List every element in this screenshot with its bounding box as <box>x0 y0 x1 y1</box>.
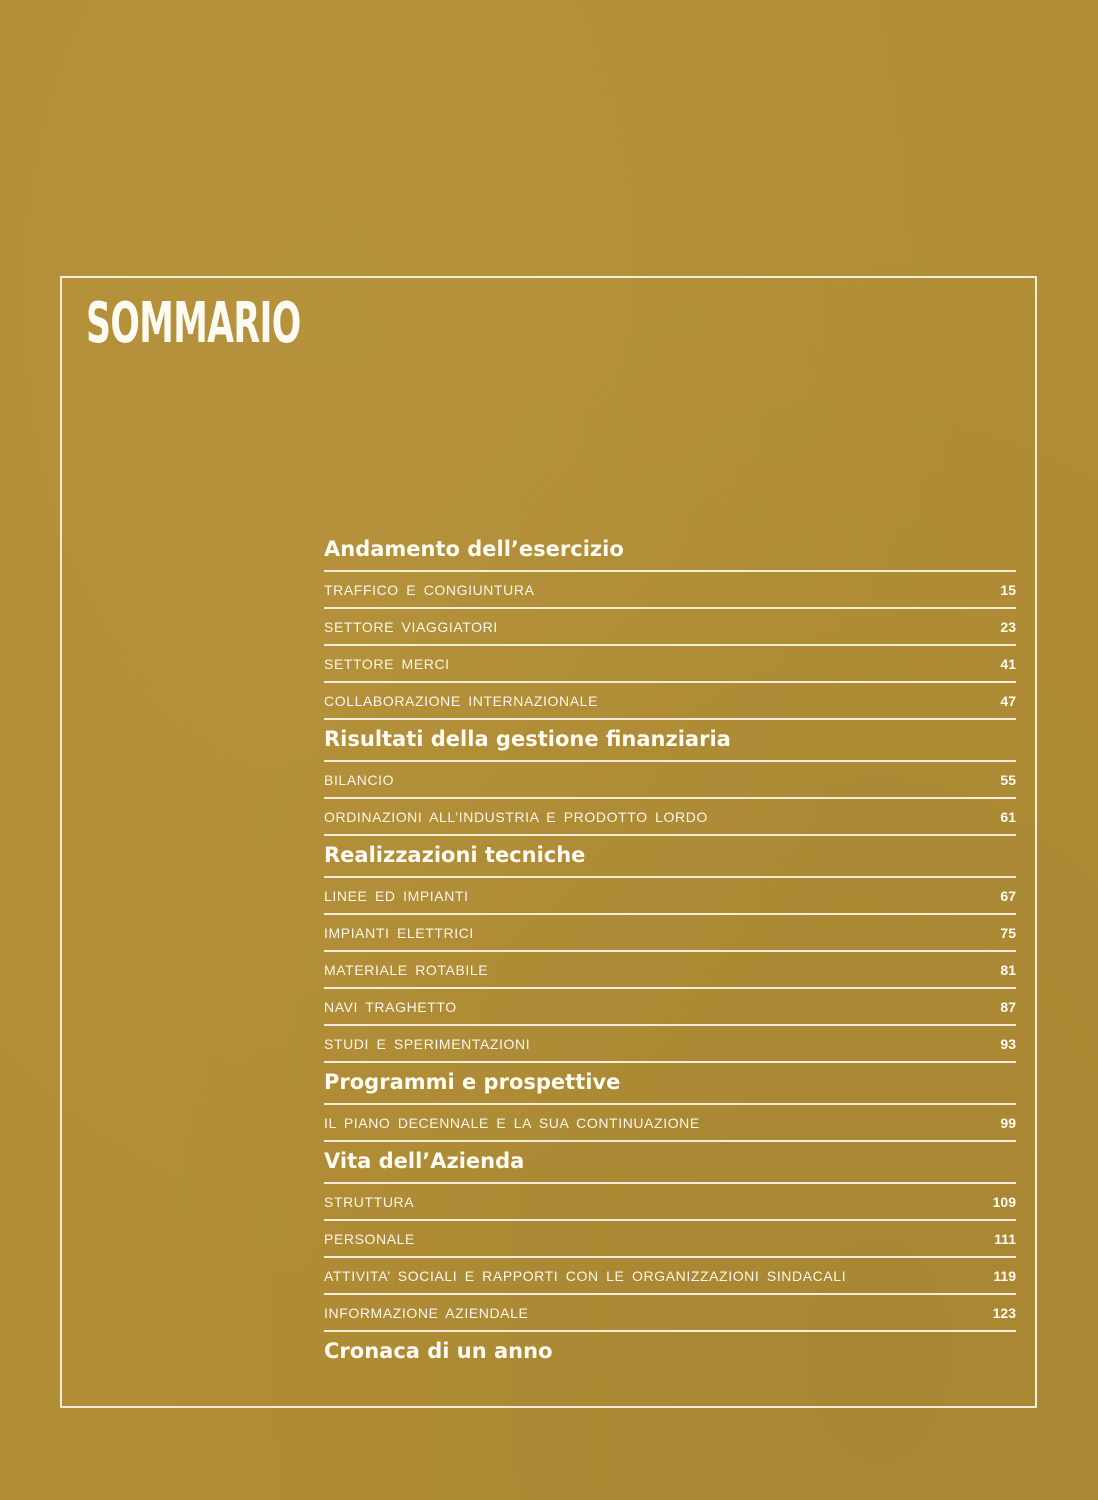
entry-label: TRAFFICO E CONGIUNTURA <box>324 581 535 598</box>
entry-label: SETTORE MERCI <box>324 655 450 672</box>
entry-label: LINEE ED IMPIANTI <box>324 887 469 904</box>
entry-page-number: 47 <box>1000 692 1016 709</box>
entry-page-number: 81 <box>1000 961 1016 978</box>
page-title: SOMMARIO <box>86 291 301 356</box>
entry-label: IMPIANTI ELETTRICI <box>324 924 474 941</box>
page-frame <box>60 276 1037 1408</box>
section-heading[interactable]: Risultati della gestione finanziaria <box>324 720 1016 762</box>
toc-entry[interactable] <box>324 1105 1016 1142</box>
toc-entry[interactable] <box>324 952 1016 989</box>
entry-label: COLLABORAZIONE INTERNAZIONALE <box>324 692 599 709</box>
section-heading[interactable]: Vita dell’Azienda <box>324 1142 1016 1184</box>
entry-label: STUDI E SPERIMENTAZIONI <box>324 1035 531 1052</box>
entry-label: BILANCIO <box>324 771 395 788</box>
entry-label: PERSONALE <box>324 1230 415 1247</box>
toc-entry[interactable] <box>324 609 1016 646</box>
toc-section-programmi <box>324 1063 1016 1142</box>
entry-page-number: 119 <box>993 1267 1016 1284</box>
entry-page-number: 15 <box>1000 581 1016 598</box>
toc-section-risultati <box>324 720 1016 836</box>
entry-label: STRUTTURA <box>324 1193 415 1210</box>
section-heading[interactable]: Realizzazioni tecniche <box>324 836 1016 878</box>
section-heading[interactable]: Programmi e prospettive <box>324 1063 1016 1105</box>
entry-page-number: 99 <box>1000 1114 1016 1131</box>
entry-page-number: 67 <box>1000 887 1016 904</box>
toc-entry[interactable] <box>324 646 1016 683</box>
toc-entry[interactable] <box>324 1184 1016 1221</box>
entry-page-number: 111 <box>994 1230 1016 1247</box>
toc-entry[interactable] <box>324 683 1016 720</box>
entry-label: ATTIVITA’ SOCIALI E RAPPORTI CON LE ORGANIZZAZIONI SINDACALI <box>324 1267 847 1284</box>
entry-page-number: 75 <box>1000 924 1016 941</box>
toc-entry[interactable] <box>324 878 1016 915</box>
toc-entry[interactable] <box>324 572 1016 609</box>
entry-page-number: 23 <box>1000 618 1016 635</box>
toc-entry[interactable] <box>324 762 1016 799</box>
entry-label: SETTORE VIAGGIATORI <box>324 618 498 635</box>
entry-page-number: 61 <box>1000 808 1016 825</box>
toc-section-vita <box>324 1142 1016 1332</box>
entry-label: INFORMAZIONE AZIENDALE <box>324 1304 529 1321</box>
toc-entry[interactable] <box>324 1295 1016 1332</box>
entry-label: ORDINAZIONI ALL’INDUSTRIA E PRODOTTO LORDO <box>324 808 708 825</box>
toc-entry[interactable] <box>324 1221 1016 1258</box>
toc-section-cronaca <box>324 1332 1016 1372</box>
entry-label: IL PIANO DECENNALE E LA SUA CONTINUAZIONE <box>324 1114 700 1131</box>
entry-label: MATERIALE ROTABILE <box>324 961 489 978</box>
entry-page-number: 93 <box>1000 1035 1016 1052</box>
section-heading[interactable]: Cronaca di un anno <box>324 1339 553 1363</box>
entry-page-number: 87 <box>1000 998 1016 1015</box>
entry-page-number: 55 <box>1000 771 1016 788</box>
toc-entry[interactable] <box>324 989 1016 1026</box>
entry-page-number: 109 <box>992 1193 1016 1210</box>
toc-entry[interactable] <box>324 799 1016 836</box>
entry-page-number: 41 <box>1000 655 1016 672</box>
entry-label: NAVI TRAGHETTO <box>324 998 457 1015</box>
toc-section-andamento <box>324 530 1016 720</box>
toc-section-realizzazioni <box>324 836 1016 1063</box>
section-heading[interactable]: Andamento dell’esercizio <box>324 530 1016 572</box>
toc-entry[interactable] <box>324 915 1016 952</box>
toc-entry[interactable] <box>324 1258 1016 1295</box>
toc-entry[interactable] <box>324 1026 1016 1063</box>
table-of-contents <box>324 530 1016 1372</box>
entry-page-number: 123 <box>992 1304 1016 1321</box>
